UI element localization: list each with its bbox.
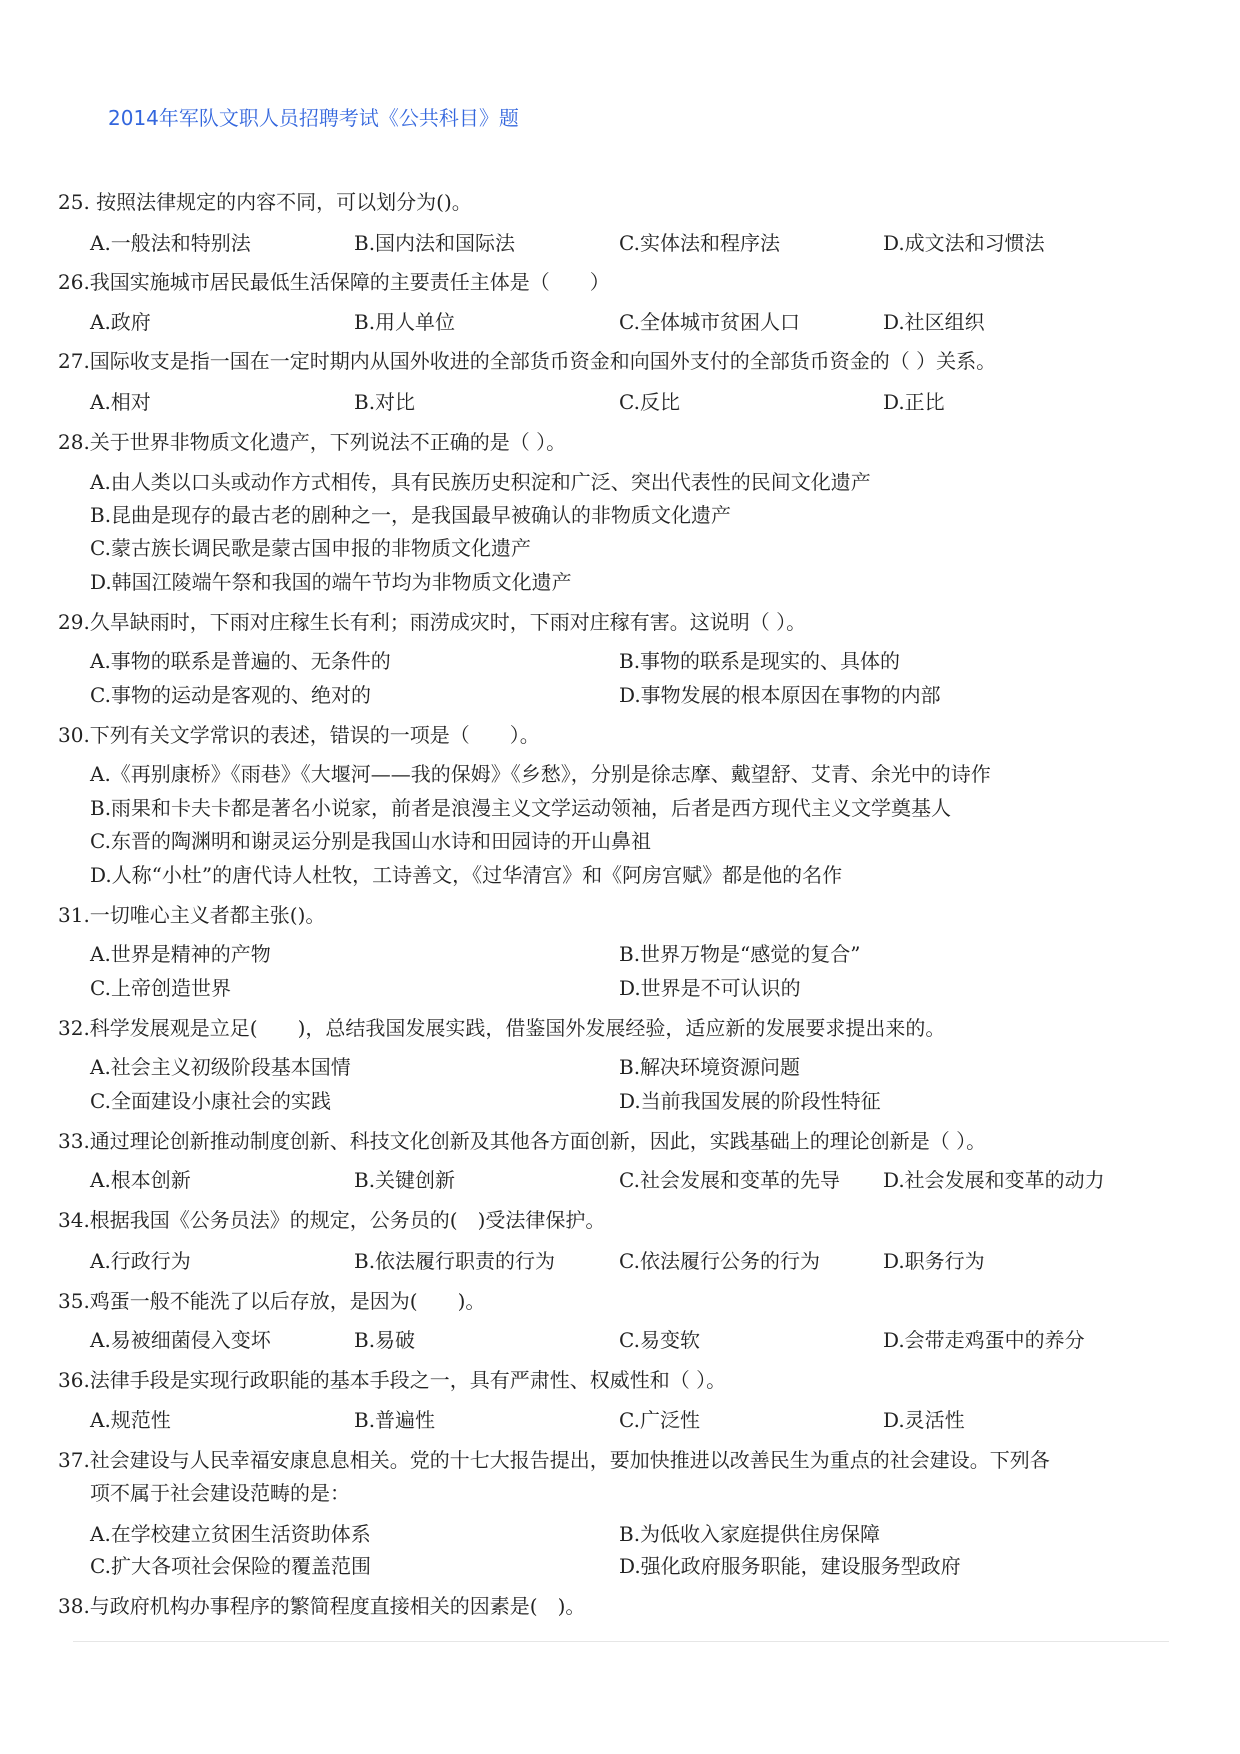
option-a: A.一般法和特别法	[90, 231, 251, 255]
option-c: C.全面建设小康社会的实践	[90, 1089, 331, 1113]
option-d: D.人称“小杜”的唐代诗人杜牧，工诗善文，《过华清宫》和《阿房宫赋》都是他的名作	[90, 863, 843, 887]
option-c: C.依法履行公务的行为	[619, 1249, 820, 1273]
option-c: C.反比	[619, 390, 680, 414]
option-b: B.依法履行职责的行为	[354, 1249, 556, 1273]
option-b: B.事物的联系是现实的、具体的	[619, 649, 901, 673]
option-a: A.政府	[90, 310, 151, 334]
question-38: 38.与政府机构办事程序的繁简程度直接相关的因素是( )。	[58, 1594, 586, 1618]
option-a: A.规范性	[90, 1408, 171, 1432]
option-c: C.东晋的陶渊明和谢灵运分别是我国山水诗和田园诗的开山鼻祖	[90, 829, 651, 853]
footer-divider	[73, 1641, 1169, 1642]
option-c: C.社会发展和变革的先导	[619, 1168, 840, 1192]
option-c: C.易变软	[619, 1328, 700, 1352]
option-a: A.由人类以口头或动作方式相传，具有民族历史积淀和广泛、突出代表性的民间文化遗产	[90, 470, 871, 494]
option-a: A.行政行为	[90, 1249, 191, 1273]
question-37-continued: 项不属于社会建设范畴的是：	[90, 1481, 350, 1505]
option-a: A.世界是精神的产物	[90, 942, 271, 966]
document-title: 2014年军队文职人员招聘考试《公共科目》题	[108, 106, 519, 130]
option-c: C.上帝创造世界	[90, 976, 231, 1000]
option-d: D.社区组织	[883, 310, 985, 334]
option-b: B.解决环境资源问题	[619, 1055, 801, 1079]
option-d: D.韩国江陵端午祭和我国的端午节均为非物质文化遗产	[90, 570, 572, 594]
question-28: 28.关于世界非物质文化遗产，下列说法不正确的是（ ）。	[58, 430, 567, 454]
option-a: A.相对	[90, 390, 151, 414]
option-a: A.易被细菌侵入变坏	[90, 1328, 271, 1352]
question-34: 34.根据我国《公务员法》的规定，公务员的( )受法律保护。	[58, 1208, 606, 1232]
option-b: B.国内法和国际法	[354, 231, 516, 255]
question-30: 30.下列有关文学常识的表述，错误的一项是（ ）。	[58, 723, 540, 747]
question-32: 32.科学发展观是立足( )，总结我国发展实践，借鉴国外发展经验，适应新的发展要求提出来的。	[58, 1016, 946, 1040]
option-a: A.《再别康桥》《雨巷》《大堰河——我的保姆》《乡愁》，分别是徐志摩、戴望舒、艾青、余光中的诗作	[90, 762, 991, 786]
option-b: B.关键创新	[354, 1168, 456, 1192]
question-26: 26.我国实施城市居民最低生活保障的主要责任主体是（ ）	[58, 270, 610, 294]
option-d: D.职务行为	[883, 1249, 985, 1273]
option-c: C.广泛性	[619, 1408, 700, 1432]
question-25: 25. 按照法律规定的内容不同，可以划分为()。	[58, 190, 472, 214]
option-d: D.强化政府服务职能，建设服务型政府	[619, 1554, 961, 1578]
option-a: A.根本创新	[90, 1168, 191, 1192]
question-29: 29.久旱缺雨时，下雨对庄稼生长有利；雨涝成灾时，下雨对庄稼有害。这说明（ ）。	[58, 610, 807, 634]
question-31: 31.一切唯心主义者都主张()。	[58, 903, 326, 927]
option-a: A.社会主义初级阶段基本国情	[90, 1055, 351, 1079]
option-a: A.在学校建立贫困生活资助体系	[90, 1522, 371, 1546]
option-b: B.用人单位	[354, 310, 456, 334]
option-b: B.对比	[354, 390, 416, 414]
option-c: C.蒙古族长调民歌是蒙古国申报的非物质文化遗产	[90, 536, 531, 560]
option-c: C.扩大各项社会保险的覆盖范围	[90, 1554, 371, 1578]
question-33: 33.通过理论创新推动制度创新、科技文化创新及其他各方面创新，因此，实践基础上的理论创新是（ ）。	[58, 1129, 987, 1153]
option-d: D.当前我国发展的阶段性特征	[619, 1089, 881, 1113]
option-c: C.实体法和程序法	[619, 231, 780, 255]
option-d: D.灵活性	[883, 1408, 965, 1432]
option-d: D.正比	[883, 390, 945, 414]
option-b: B.易破	[354, 1328, 416, 1352]
question-35: 35.鸡蛋一般不能洗了以后存放，是因为( )。	[58, 1289, 486, 1313]
option-d: D.世界是不可认识的	[619, 976, 801, 1000]
option-b: B.昆曲是现存的最古老的剧种之一，是我国最早被确认的非物质文化遗产	[90, 503, 732, 527]
question-27: 27.国际收支是指一国在一定时期内从国外收进的全部货币资金和向国外支付的全部货币资金的（ ）关系。	[58, 349, 997, 373]
option-d: D.事物发展的根本原因在事物的内部	[619, 683, 941, 707]
option-d: D.会带走鸡蛋中的养分	[883, 1328, 1085, 1352]
option-c: C.事物的运动是客观的、绝对的	[90, 683, 371, 707]
option-a: A.事物的联系是普遍的、无条件的	[90, 649, 391, 673]
option-c: C.全体城市贫困人口	[619, 310, 800, 334]
question-36: 36.法律手段是实现行政职能的基本手段之一，具有严肃性、权威性和（ ）。	[58, 1368, 727, 1392]
question-37: 37.社会建设与人民幸福安康息息相关。党的十七大报告提出，要加快推进以改善民生为重点的社会建设。下列各	[58, 1448, 1050, 1472]
option-b: B.雨果和卡夫卡都是著名小说家，前者是浪漫主义文学运动领袖，后者是西方现代主义文学奠基人	[90, 796, 952, 820]
option-d: D.成文法和习惯法	[883, 231, 1045, 255]
option-b: B.普遍性	[354, 1408, 436, 1432]
option-b: B.为低收入家庭提供住房保障	[619, 1522, 881, 1546]
option-d: D.社会发展和变革的动力	[883, 1168, 1105, 1192]
option-b: B.世界万物是“感觉的复合”	[619, 942, 861, 966]
